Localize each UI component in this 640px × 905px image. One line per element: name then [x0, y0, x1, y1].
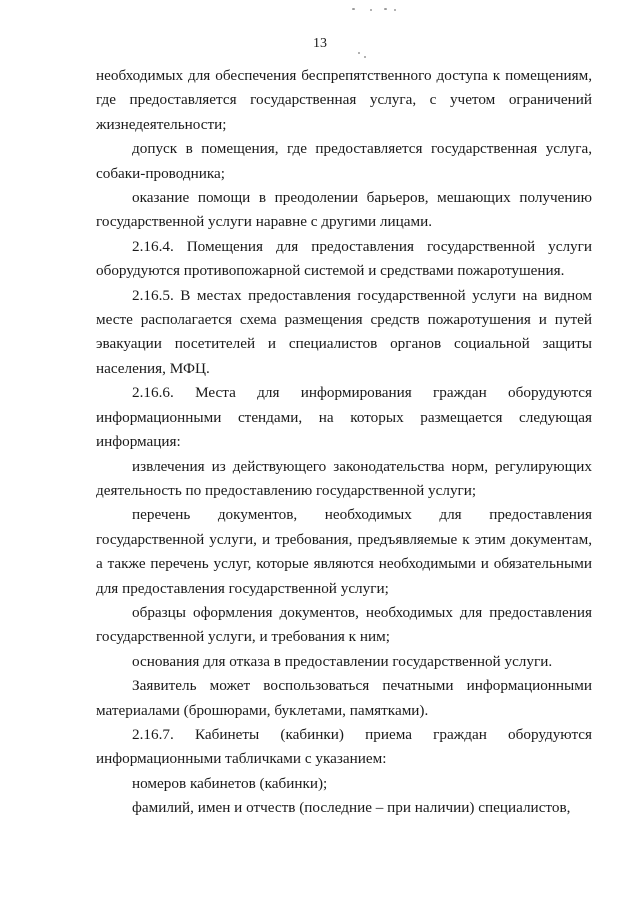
body-text: [96, 64, 592, 821]
paragraph: основания для отказа в предоставлении государственной услуги.: [132, 652, 553, 670]
paragraph: 2.16.6. Места для информирования граждан оборудуются информационными стендами, на которых размещается следующая информация:: [96, 384, 592, 451]
paragraph: допуск в помещения, где предоставляется государственная услуга, собаки-проводника;: [96, 140, 592, 182]
paragraph: оказание помощи в преодолении барьеров, мешающих получению государственной услуги наравне с другими лицами.: [96, 189, 592, 231]
scan-artifact: [364, 56, 366, 58]
scan-artifact: [358, 52, 360, 54]
paragraph: номеров кабинетов (кабинки);: [132, 774, 328, 792]
paragraph: необходимых для обеспечения беспрепятственного доступа к помещениям, где предоставляется государственная услуга, с учетом ограничений жизнедеятельности;: [96, 67, 592, 133]
paragraph: перечень документов, необходимых для предоставления государственной услуги, и требования, предъявляемые к этим документам, а также перечень услуг, которые являются необходимыми и обязательными для предоставления государственной услуги;: [96, 506, 592, 597]
page-number: 13: [313, 36, 327, 51]
paragraph: образцы оформления документов, необходимых для предоставления государственной услуги, и требования к ним;: [96, 603, 592, 646]
paragraph: Заявитель может воспользоваться печатными информационными материалами (брошюрами, буклетами, памятками).: [96, 677, 592, 719]
paragraph: фамилий, имен и отчеств (последние – при наличии) специалистов,: [132, 799, 571, 817]
paragraph: извлечения из действующего законодательства норм, регулирующих деятельность по предоставлению государственной услуги;: [96, 457, 592, 499]
scan-artifact: [394, 9, 396, 11]
paragraph: 2.16.5. В местах предоставления государственной услуги на видном месте располагается схема размещения средств пожаротушения и путей эвакуации посетителей и специалистов органов социальной защиты населения, МФЦ.: [96, 286, 592, 377]
scan-artifact: [384, 8, 387, 10]
paragraph: 2.16.7. Кабинеты (кабинки) приема граждан оборудуются информационными табличками с указанием:: [96, 725, 592, 768]
scan-artifact: [352, 8, 355, 10]
paragraph: 2.16.4. Помещения для предоставления государственной услуги оборудуются противопожарной системой и средствами пожаротушения.: [96, 237, 592, 280]
scan-artifact: [370, 9, 372, 11]
